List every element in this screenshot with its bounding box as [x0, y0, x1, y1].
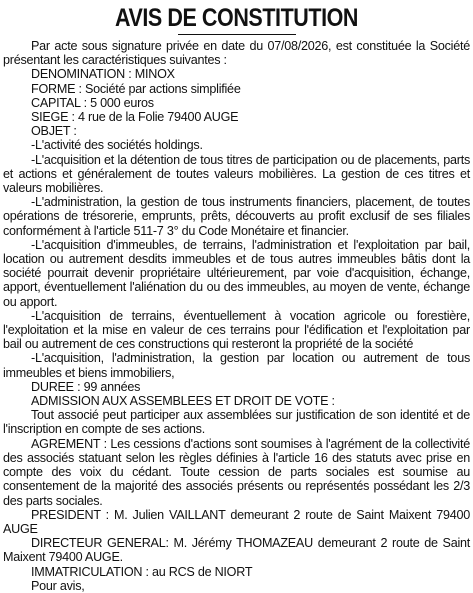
duree-line: DUREE : 99 années: [31, 379, 141, 394]
agrement-paragraph: AGREMENT : Les cessions d'actions sont soumises à l'agrément de la collectivité des associés statuant selon les règles définies à l'article 16 des statuts avec prise en compte des voix du cédant. Toute cession de parts sociales est soumise au consentement de la majorité des associés présents ou représentés possédant les 2/3 des parts sociales.: [3, 436, 470, 508]
notice-title: AVIS DE CONSTITUTION: [114, 4, 359, 32]
objet-item-immeubles: -L'acquisition d'immeubles, de terrains, l'administration et l'exploitation par bail, location ou autrement desdits immeubles et de tous autres immeubles bâtis dont la société pourrait devenir propriétaire ultérieurement, par voie d'acquisition, échange, apport, éventuellement l'aliénation du ou des immeubles, au moyen de vente, échange ou apport.: [3, 237, 470, 309]
objet-item-instruments: -L'administration, la gestion de tous instruments financiers, placement, de toutes opérations de trésorerie, emprunts, prêts, découverts au profit exclusif de ses filiales conformément à l'article 511-7 3° du Code Monétaire et financier.: [3, 195, 470, 238]
denomination-line: DENOMINATION : MINOX: [31, 67, 175, 82]
closing-line: Pour avis,: [31, 578, 85, 593]
title-underline: [178, 34, 296, 35]
president-line: PRESIDENT : M. Julien VAILLANT demeurant 2 route de Saint Maixent 79400 AUGE: [3, 507, 470, 536]
objet-heading: OBJET :: [31, 124, 77, 139]
directeur-general-line: DIRECTEUR GENERAL: M. Jérémy THOMAZEAU demeurant 2 route de Saint Maixent 79400 AUGE.: [3, 536, 470, 565]
objet-item-titres: -L'acquisition et la détention de tous titres de participation ou de placements, parts et actions et généralement de toutes valeurs mobilières. La gestion de ces titres et valeurs mobilières.: [3, 152, 470, 196]
intro-paragraph: Par acte sous signature privée en date du 07/08/2026, est constituée la Société présentant les caractéristiques suivantes :: [3, 39, 470, 68]
immatriculation-line: IMMATRICULATION : au RCS de NIORT: [31, 564, 253, 579]
objet-item-holdings: -L'activité des sociétés holdings.: [31, 138, 203, 153]
objet-item-gestion: -L'acquisition, l'administration, la gestion par location ou autrement de tous immeubles et biens immobiliers,: [3, 351, 470, 380]
siege-line: SIEGE : 4 rue de la Folie 79400 AUGE: [31, 110, 239, 125]
admission-paragraph: Tout associé peut participer aux assemblées sur justification de son identité et de l'inscription en compte de ses actions.: [3, 408, 470, 437]
capital-line: CAPITAL : 5 000 euros: [31, 95, 154, 110]
notice-body: [3, 39, 470, 593]
objet-item-terrains: -L'acquisition de terrains, éventuellement à vocation agricole ou forestière, l'exploitation et la mise en valeur de ces terrains pour l'édification et l'exploitation par bail ou autrement de ces constructions qui resteront la propriété de la société: [3, 308, 470, 352]
forme-line: FORME : Société par actions simplifiée: [31, 81, 241, 96]
admission-heading: ADMISSION AUX ASSEMBLEES ET DROIT DE VOTE :: [31, 394, 335, 409]
